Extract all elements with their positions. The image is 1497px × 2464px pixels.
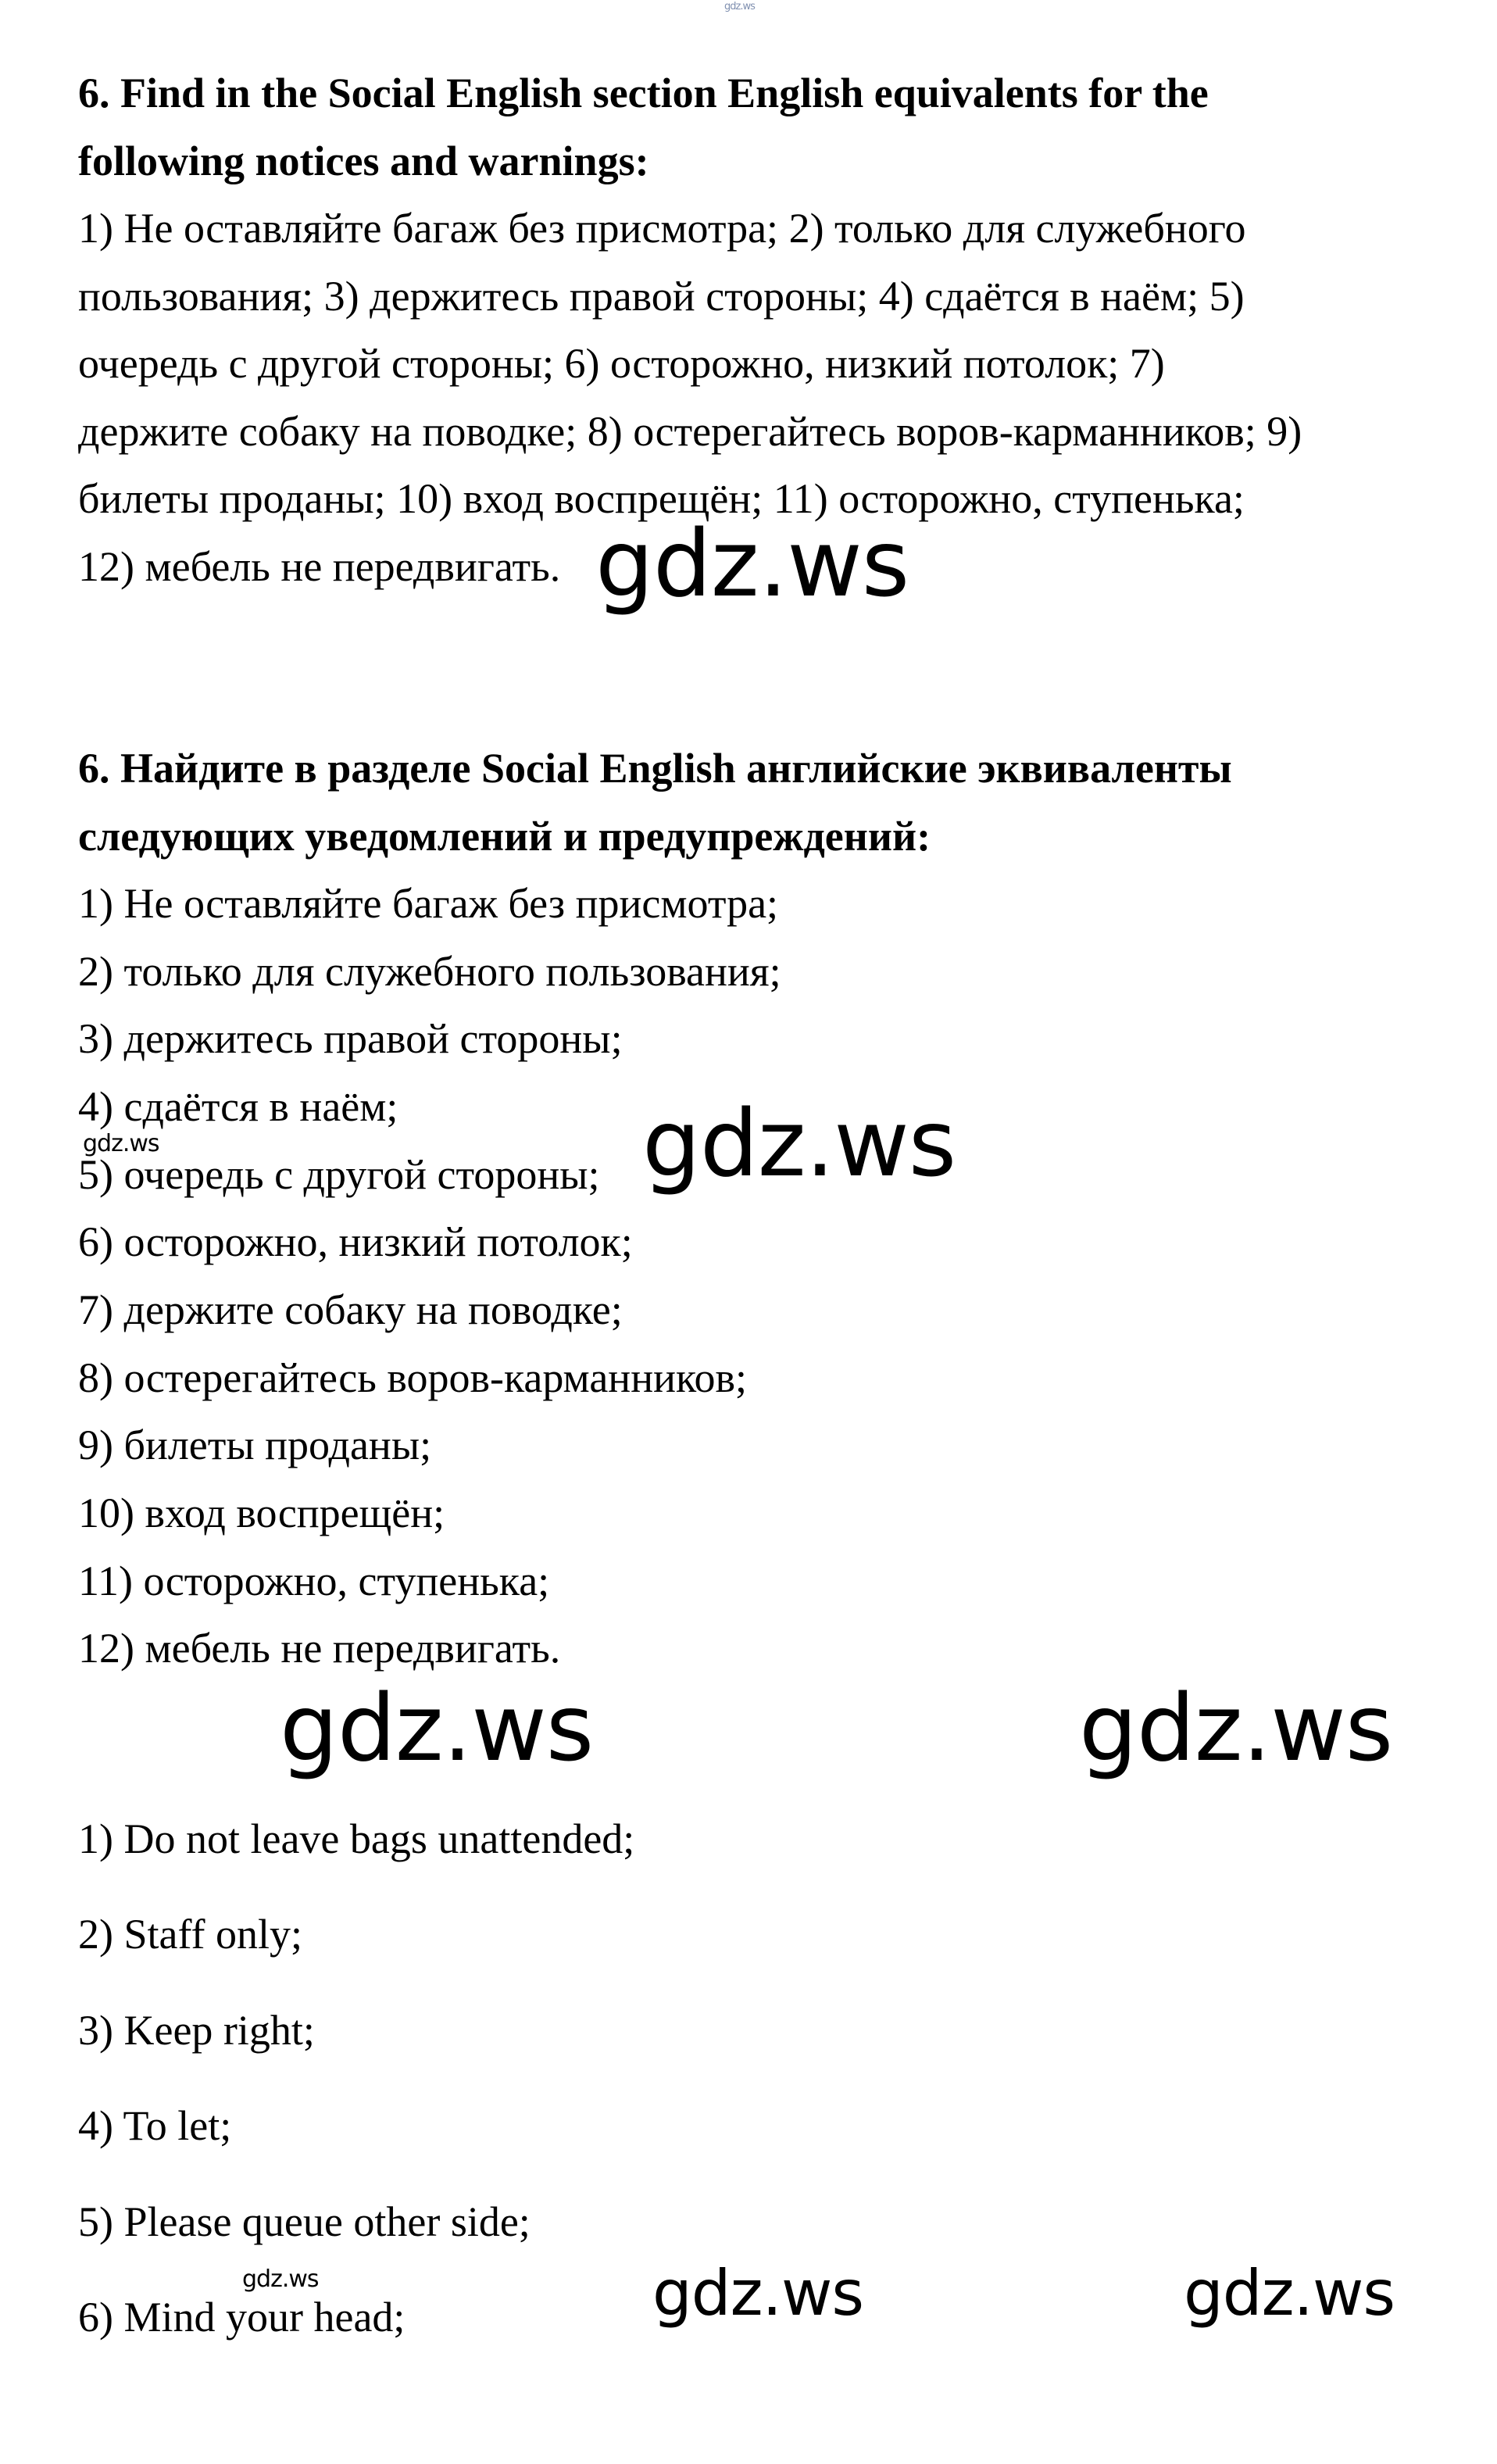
watermark-5: gdz.ws: [652, 2257, 864, 2330]
task-ru-item: 11) осторожно, ступенька;: [78, 1557, 550, 1604]
task-ru-item: 4) сдаётся в наём;: [78, 1083, 398, 1130]
watermark-6: gdz.ws: [1184, 2257, 1395, 2330]
task-en-line: билеты проданы; 10) вход воспрещён; 11) осторожно, ступенька;: [78, 475, 1245, 522]
task-ru-item: 1) Не оставляйте багаж без присмотра;: [78, 880, 779, 927]
answer-item: 1) Do not leave bags unattended;: [78, 1815, 635, 1862]
task-ru-item: 8) остерегайтесь воров-карманников;: [78, 1354, 747, 1401]
task-en-line: очередь с другой стороны; 6) осторожно, низкий потолок; 7): [78, 340, 1165, 387]
task-en-line: пользования; 3) держитесь правой стороны; 4) сдаётся в наём; 5): [78, 273, 1245, 320]
task-ru-item: 7) держите собаку на поводке;: [78, 1286, 623, 1333]
task-ru-heading-line-2: следующих уведомлений и предупреждений:: [78, 813, 931, 860]
task-ru-item: 6) осторожно, низкий потолок;: [78, 1218, 633, 1265]
task-en-heading-line-1: 6. Find in the Social English section English equivalents for the: [78, 70, 1209, 116]
task-ru-item: 9) билеты проданы;: [78, 1422, 432, 1468]
answer-item: 6) Mind your head;: [78, 2294, 406, 2341]
task-ru-item: 10) вход воспрещён;: [78, 1489, 445, 1536]
answer-item: 5) Please queue other side;: [78, 2198, 531, 2245]
watermark-4: gdz.ws: [1079, 1674, 1393, 1782]
answer-item: 2) Staff only;: [78, 1911, 302, 1958]
watermark-2: gdz.ws: [642, 1089, 956, 1197]
watermark-header: gdz.ws: [724, 1, 755, 13]
task-en-line: 12) мебель не передвигать.: [78, 543, 561, 590]
task-en-heading-line-2: following notices and warnings:: [78, 138, 649, 184]
task-ru-item: 3) держитесь правой стороны;: [78, 1015, 623, 1062]
answer-item: 3) Keep right;: [78, 2007, 315, 2054]
task-ru-item: 5) очередь с другой стороны;: [78, 1151, 600, 1198]
watermark-3: gdz.ws: [280, 1674, 594, 1782]
task-ru-item: 2) только для служебного пользования;: [78, 948, 781, 995]
task-en-line: 1) Не оставляйте багаж без присмотра; 2) только для служебного: [78, 205, 1246, 252]
task-en-line: держите собаку на поводке; 8) остерегайтесь воров-карманников; 9): [78, 408, 1302, 455]
watermark-1: gdz.ws: [595, 510, 909, 617]
task-ru-heading-line-1: 6. Найдите в разделе Social English английские эквиваленты: [78, 745, 1232, 792]
watermark-small-1: gdz.ws: [83, 1130, 159, 1157]
task-ru-item: 12) мебель не передвигать.: [78, 1625, 561, 1672]
watermark-small-2: gdz.ws: [242, 2266, 319, 2293]
answer-item: 4) To let;: [78, 2102, 232, 2149]
